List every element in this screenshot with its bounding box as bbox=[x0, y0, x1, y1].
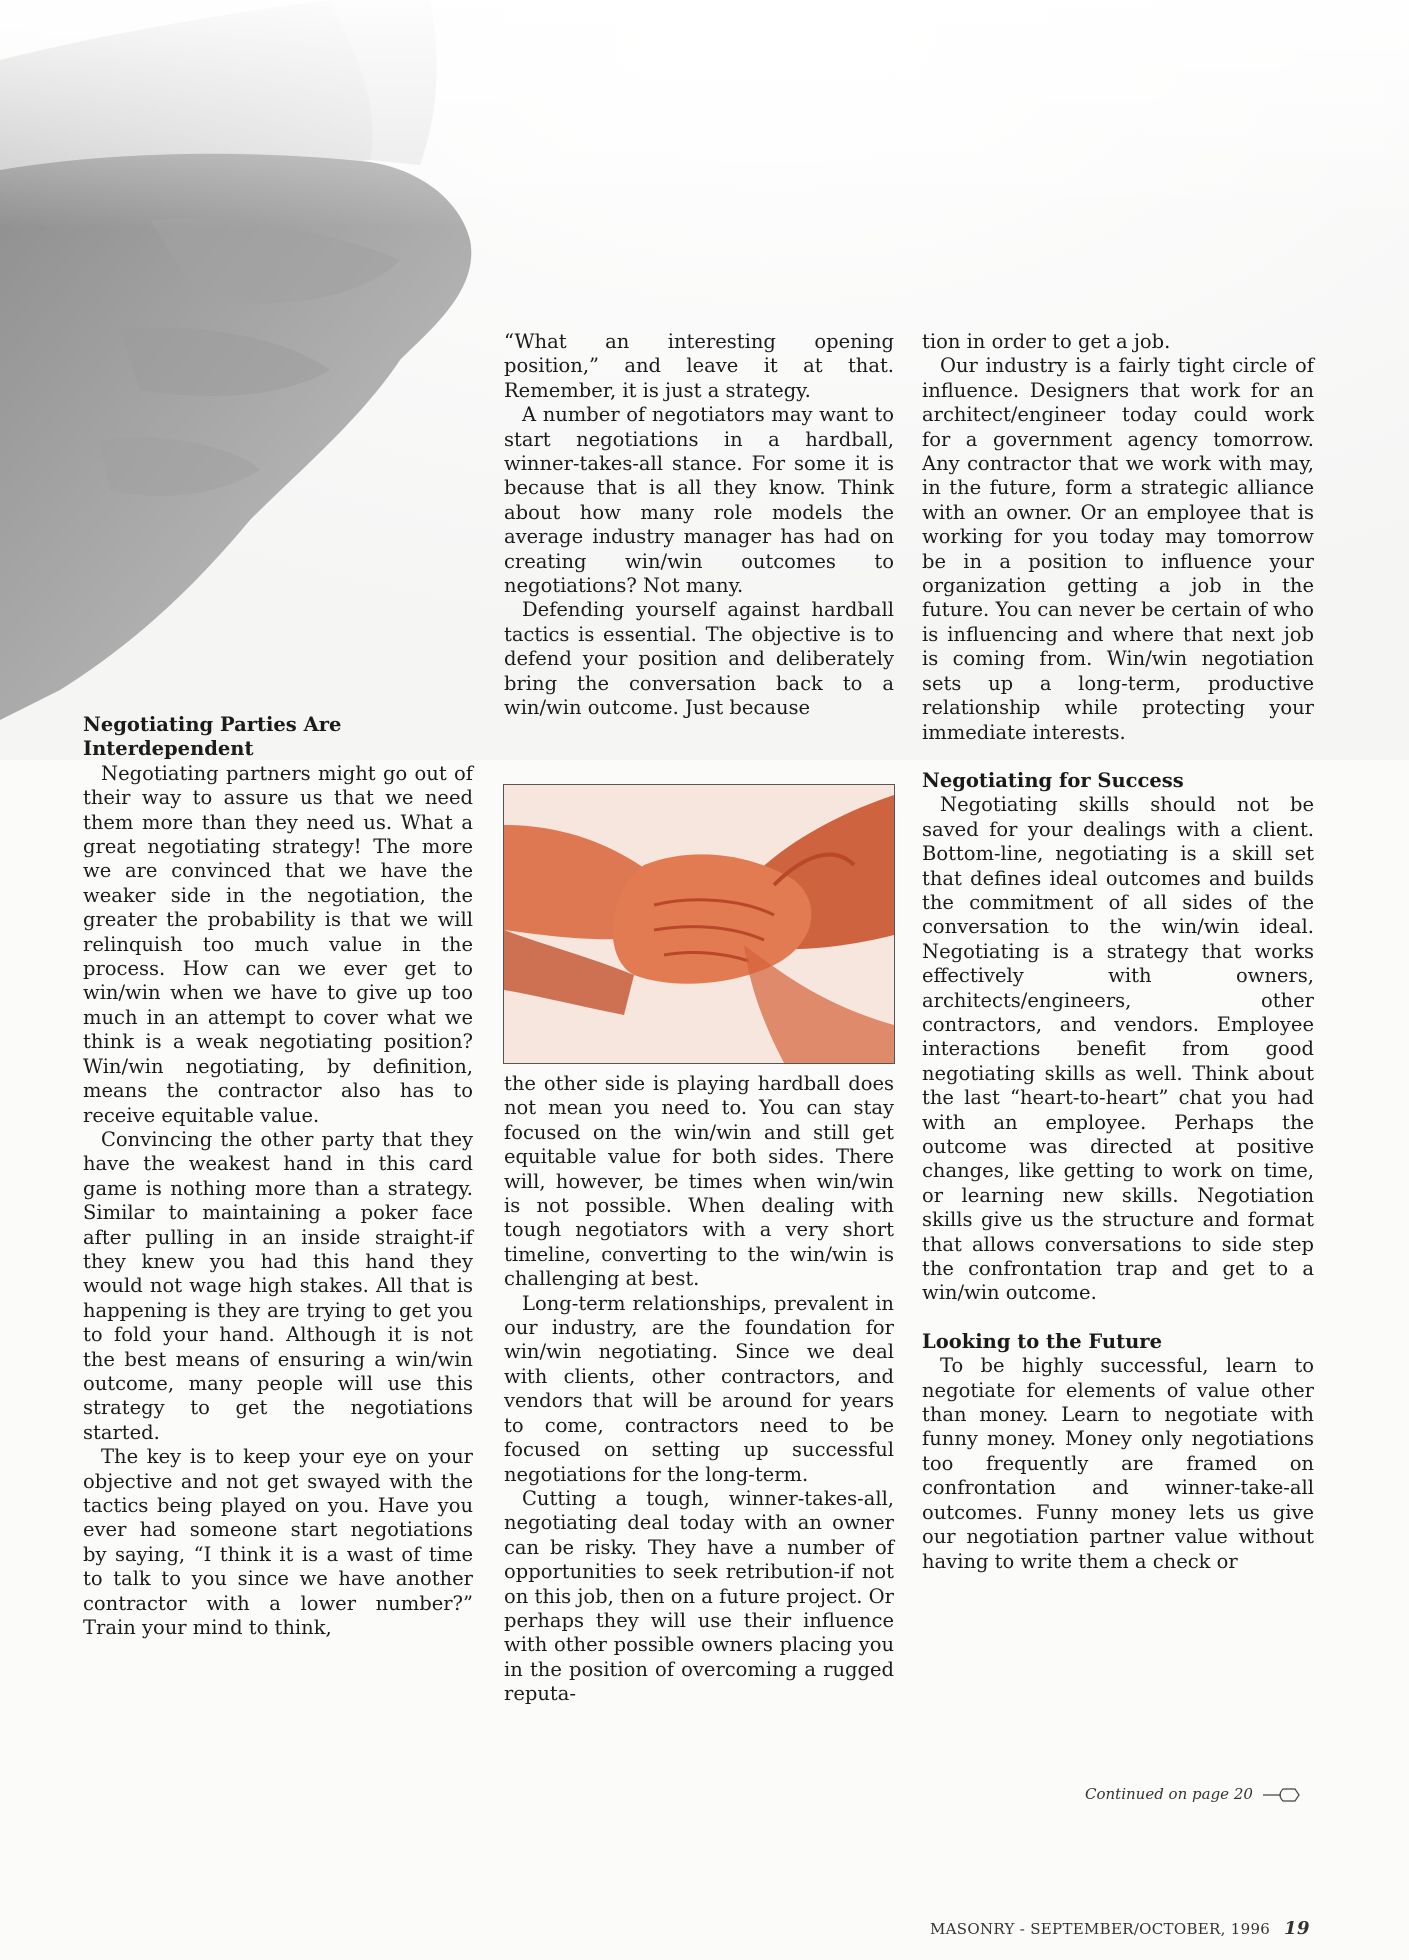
page-footer bbox=[930, 1918, 1310, 1939]
column-2-top bbox=[504, 330, 894, 721]
paragraph: The key is to keep your eye on your objective and not get swayed with the tactics being played on you. Have you ever had someone start negotiations by saying, “I think it is a wast of time to talk to you since we have another contractor with a lower number?” Train your mind to think, bbox=[83, 1445, 473, 1640]
paragraph: To be highly successful, learn to negotiate for elements of value other than money. Learn to negotiate with funny money. Money only negotiations too frequently are framed on confrontation and winner-take-all outcomes. Funny money lets us give our negotiation partner value without having to write them a check or bbox=[922, 1354, 1314, 1573]
paragraph: Convincing the other party that they have the weakest hand in this card game is nothing more than a strategy. Similar to maintaining a poker face after pulling in an inside straight-if they knew you had this hand they would not wage high stakes. All that is happening is they are trying to get you to fold your hand. Although it is not the best means of ensuring a win/win outcome, many people will use this strategy to get the negotiations started. bbox=[83, 1127, 473, 1444]
heading-interdependent: Negotiating Parties Are Interdependent bbox=[83, 713, 342, 761]
handshake-photo-illustration bbox=[504, 785, 894, 1063]
handshake-photo bbox=[503, 784, 895, 1064]
publication-line: MASONRY - SEPTEMBER/OCTOBER, 1996 bbox=[930, 1920, 1271, 1938]
paragraph: tion in order to get a job. bbox=[922, 330, 1171, 353]
arrow-right-icon bbox=[1261, 1787, 1301, 1803]
paragraph: Negotiating partners might go out of their way to assure us that we need them more than they need us. What a great negotiating strategy! The more we are convinced that we have the weaker side in the negotiation, the greater the probability is that we will relinquish too much value in the process. How can we ever get to win/win when we have to give up too much in an attempt to cover what we think is a weak negotiating position? Win/win negotiating, by definition, means the contractor also has to receive equitable value. bbox=[83, 761, 473, 1127]
paragraph: Long-term relationships, prevalent in our industry, are the foundation for win/win negotiating. Since we deal with clients, other contractors, and vendors that will be around for years to come, contractors need to be focused on setting up successful negotiations for the long-term. bbox=[504, 1291, 894, 1486]
continued-note bbox=[1085, 1785, 1301, 1803]
column-3 bbox=[922, 330, 1314, 1574]
paragraph: the other side is playing hardball does not mean you need to. You can stay focused on the win/win and still get equitable value for both sides. There will, however, be times when win/win is not possible. When dealing with tough negotiators with a very short timeline, converting to the win/win is challenging at best. bbox=[504, 1072, 894, 1291]
paragraph: A number of negotiators may want to start negotiations in a hardball, winner-takes-all stance. For some it is because that is all they know. Think about how many role models the average industry manager has had on creating win/win outcomes to negotiations? Not many. bbox=[504, 403, 894, 598]
page-number: 19 bbox=[1284, 1918, 1310, 1939]
paragraph: “What an interesting opening position,” and leave it at that. Remember, it is just a strategy. bbox=[504, 330, 894, 402]
heading-success: Negotiating for Success bbox=[922, 768, 1184, 792]
continued-text: Continued on page 20 bbox=[1085, 1785, 1253, 1803]
paragraph: Our industry is a fairly tight circle of influence. Designers that work for an architect/engineer today could work for a government agency tomorrow. Any contractor that we work with may, in the future, form a strategic alliance with an owner. Or an employee that is working for you today may tomorrow be in a position to influence your organization getting a job in the future. You can never be certain of who is influencing and where that next job is coming from. Win/win negotiation sets up a long-term, productive relationship while protecting your immediate interests. bbox=[922, 354, 1314, 744]
paragraph: Negotiating skills should not be saved for your dealings with a client. Bottom-line, negotiating is a skill set that defines ideal outcomes and builds the commitment of all sides of the conversation to the win/win ideal. Negotiating is a strategy that works effectively with owners, architects/engineers, other contractors, and vendors. Employee interactions benefit from good negotiating skills as well. Think about the last “heart-to-heart” chat you had with an employee. Perhaps the outcome was directed at positive changes, like getting to work on time, or learning new skills. Negotiation skills give us the structure and format that allows conversations to side step the confrontation trap and get to a win/win outcome. bbox=[922, 793, 1314, 1305]
paragraph: Defending yourself against hardball tactics is essential. The objective is to defend your position and deliberately bring the conversation back to a win/win outcome. Just because bbox=[504, 598, 894, 720]
column-1 bbox=[83, 713, 473, 1640]
heading-future: Looking to the Future bbox=[922, 1329, 1162, 1353]
column-2-bottom bbox=[504, 1072, 894, 1707]
paragraph: Cutting a tough, winner-takes-all, negotiating deal today with an owner can be risky. They have a number of opportunities to seek retribution-if not on this job, then on a future project. Or perhaps they will use their influence with other possible owners placing you in the position of overcoming a rugged reputa- bbox=[504, 1486, 894, 1706]
